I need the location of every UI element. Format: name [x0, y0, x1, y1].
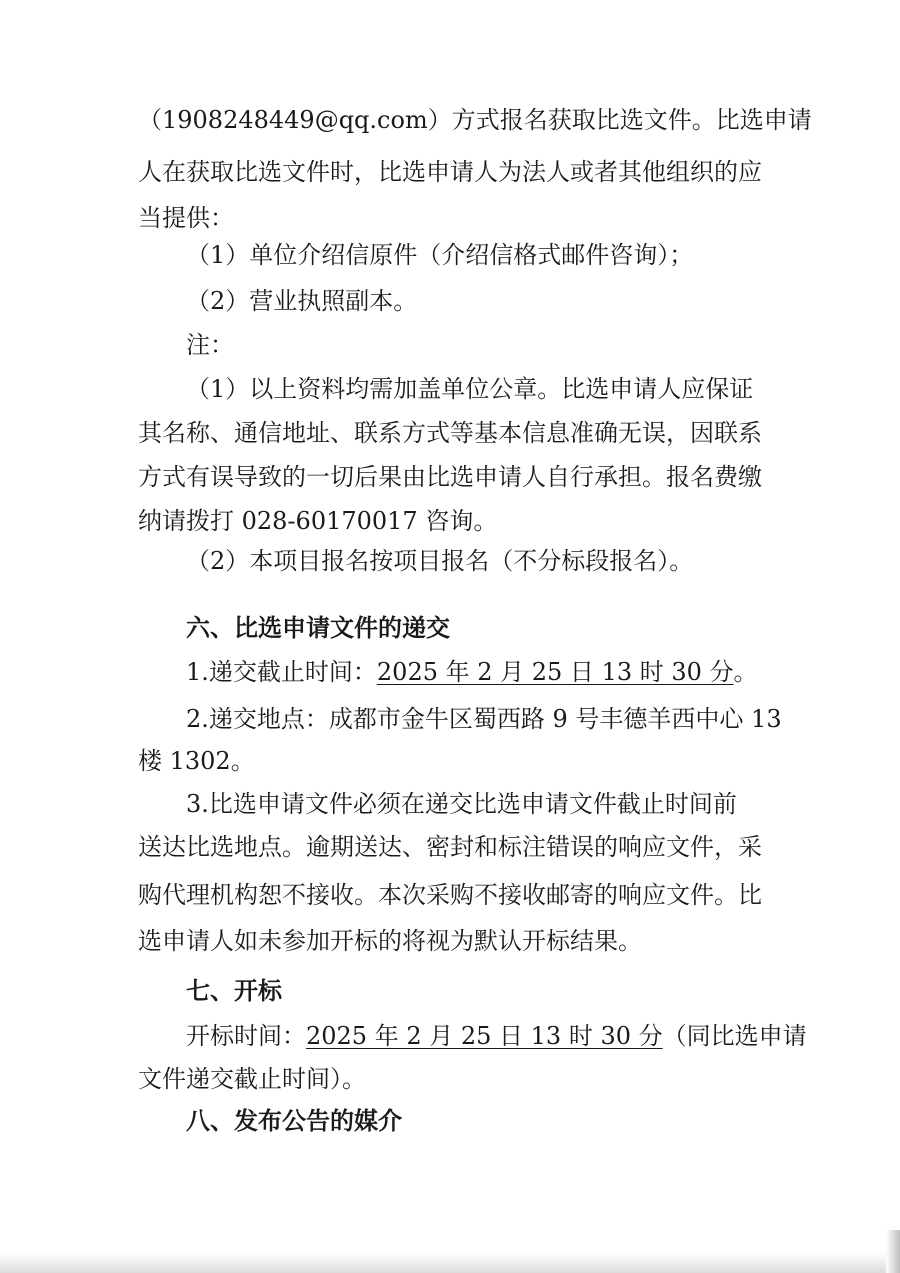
- opening-time: [0, 1021, 900, 1051]
- deadline-end: 。: [733, 658, 758, 686]
- scan-corner-shadow: [886, 1230, 900, 1273]
- opening-time-suffix: （同比选申请: [662, 1022, 807, 1050]
- contact-line-2: 人在获取比选文件时，比选申请人为法人或者其他组织的应: [138, 158, 762, 186]
- section-8-title: 八、发布公告的媒介: [186, 1106, 402, 1135]
- opening-time-value: 2025 年 2 月 25 日 13 时 30 分: [306, 1022, 663, 1050]
- notes-label: 注：: [186, 331, 234, 359]
- opening-time-line-2: 文件递交截止时间）。: [138, 1065, 366, 1093]
- submission-location-line-2: 楼 1302。: [138, 747, 255, 775]
- deadline-value: 2025 年 2 月 25 日 13 时 30 分: [376, 658, 734, 686]
- section-6-title: 六、比选申请文件的递交: [186, 613, 450, 642]
- submission-rule-line-4: 选申请人如未参加开标的将视为默认开标结果。: [138, 927, 642, 955]
- note-1-line-1: （1）以上资料均需加盖单位公章。比选申请人应保证: [186, 375, 754, 403]
- contact-line-1: （1908248449@qq.com）方式报名获取比选文件。比选申请: [138, 106, 812, 134]
- submission-rule-line-3: 购代理机构恕不接收。本次采购不接收邮寄的响应文件。比: [138, 881, 762, 909]
- requirement-item-1: （1）单位介绍信原件（介绍信格式邮件咨询）；: [186, 241, 694, 269]
- submission-rule-line-2: 送达比选地点。逾期送达、密封和标注错误的响应文件，采: [138, 833, 762, 861]
- section-7-title: 七、开标: [186, 976, 282, 1005]
- note-1-line-3: 方式有误导致的一切后果由比选申请人自行承担。报名费缴: [138, 463, 762, 491]
- submission-rule-line-1: 3.比选申请文件必须在递交比选申请文件截止时间前: [186, 790, 737, 818]
- requirement-item-2: （2）营业执照副本。: [186, 287, 418, 315]
- note-1-line-2: 其名称、通信地址、联系方式等基本信息准确无误，因联系: [138, 419, 762, 447]
- note-2: （2）本项目报名按项目报名（不分标段报名）。: [186, 547, 694, 575]
- deadline-label: 1.递交截止时间：: [186, 658, 377, 686]
- note-1-line-4: 纳请拨打 028-60170017 咨询。: [138, 507, 498, 535]
- opening-time-label: 开标时间：: [186, 1022, 306, 1050]
- contact-line-3: 当提供：: [138, 204, 234, 232]
- scan-bottom-edge: [0, 1252, 900, 1273]
- submission-location-line-1: 2.递交地点：成都市金牛区蜀西路 9 号丰德羊西中心 13: [186, 705, 782, 733]
- submission-deadline: [0, 657, 900, 687]
